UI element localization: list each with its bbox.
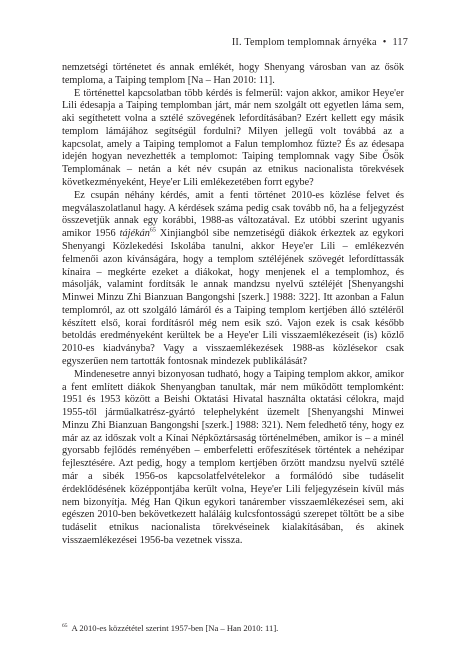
body-text [62,62,404,548]
footnote-text: A 2010-es közzététel szerint 1957-ben [Na – Han 2010: 11]. [71,622,279,633]
italic-text: tájékán [119,228,150,240]
paragraph: nemzetségi történetet és annak emlékét, hogy Shenyang városban van az ősök temploma, a Taiping templom [Na – Han 2010: 11]. [62,62,404,86]
footnote-reference[interactable]: 65 [149,227,156,234]
paragraph: E történettel kapcsolatban több kérdés is felmerül: vajon akkor, amikor Heye'er Lili édesapja a Taiping templomban járt, már nem szolgált ott egyetlen láma sem, aki segíthetett volna a sztélé szövegének lefordításában? Ezért kellett egy másik templom lámájához segítségül fordulni? Milyen jellegű volt továbbá az a kapcsolat, amely a Taiping templomot a Falun templomhoz fűzte? És az édesapa idején hogyan nevezhették a templomot: Taiping templomnak vagy Sibe Ősök Templomának – netán a két név csupán az etnikus nacionalista törekvések következményeként, Heye'er Lili emlékezetében forrt egybe? [62,87,404,189]
paragraph: Ez csupán néhány kérdés, amit a fenti történet 2010-es közlése felvet és megválaszolatlanul hagy. A kérdések száma pedig csak tovább nő, ha a feljegyzést összevetjük annak egy korábbi, 1988-as változatával. Ez utóbbi szerint ugyanis amikor 1956 tájékán$^{65}$ Xinjiangból sibe nemzetiségű diákok érkeztek az egykori Shenyangi Közlekedési Iskolába tanulni, akkor Heye'er Lili – emlékezvén felmenői azon kívánságára, hogy a templom sztéléjének szövegét lefordíttassák kínaira – megkérte ezeket a diákokat, hogy menjenek el a templomhoz, és másolják, valamint fordítsák le annak mandzsu nyelvű sztéléjét [Shenyangshi Minwei Minzu Zhi Bianzuan Bangongshi [szerk.] 1988: 322]. Itt azonban a Falun templomról, az ott szolgáló lámáról és a Taiping templom kertjében álló sztéléről készített első, korai fordításról még nem esik szó. Vajon ezek is csak később betoldás eredményeként kerültek be a Heye'er Lili visszaemlékezéseit (is) közlő 2010-es kiadványba? Vagy a visszaemlékezések 1988-as közlésekor csak egyszerűen nem tartották fontosnak mindezek publikálását? [62,189,404,367]
page-number: 117 [392,37,408,48]
header-separator: • [382,37,387,48]
paragraph: Mindenesetre annyi bizonyosan tudható, hogy a Taiping templom akkor, amikor a fent említett diákok Shenyangban tanultak, már nem működött templomként: 1951 és 1953 között a Beishi Oktatási Hivatal használta oktatási célokra, majd 1955-től járműalkatrész-gyártó telephelyként üzemelt [Shenyangshi Minwei Minzu Zhi Bianzuan Bangongshi [szerk.] 1988: 321). Nem feledhető tény, hogy ez már az az időszak volt a Kínai Népköztársaság történelmében, amikor is – a minél gyorsabb fejlődés reményében – emberfeletti erőfeszítések történtek a nehézipar fejlesztésére. Azt pedig, hogy a templom kertjében őrzött mandzsu nyelvű sztélé már a sibék 1956-os kapcsolatfelvételekor a formálódó sibe tudáselit érdeklődésének középpontjába került volna, Heye'er Lili feljegyzésein kívül más nem bizonyítja. Még Han Qikun egykori tanárember visszaemlékezései sem, aki egészen 2010-ben bekövetkezett haláláig kulcsfontosságú szerepet töltött be a sibe tudáselit etnikus nacionalista törekvéseinek kialakításában, és akinek visszaemlékezései 1956-ba vezetnek vissza. [62,368,404,546]
footnote [62,621,404,634]
running-header [232,37,408,48]
chapter-title: II. Templom templomnak árnyéka [231,37,377,48]
footnote-number: 65 [62,623,68,629]
